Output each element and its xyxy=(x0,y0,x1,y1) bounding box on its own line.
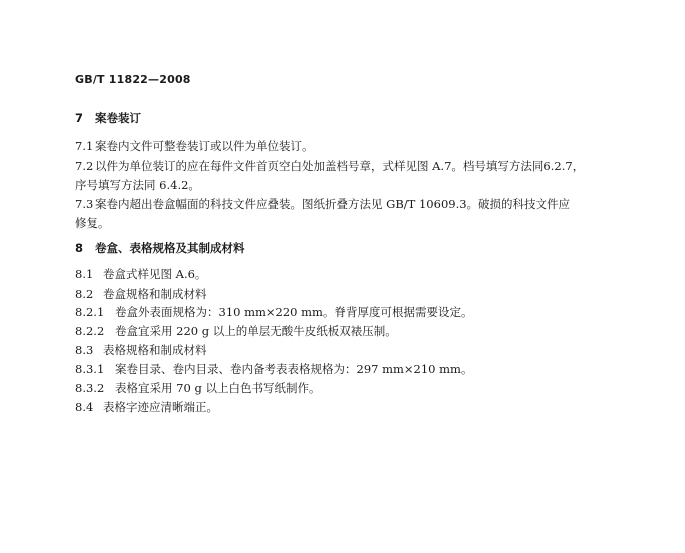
clause-number: 8.2 xyxy=(75,287,94,301)
clause-number: 8.3 xyxy=(75,343,94,357)
clause-number: 7.2 xyxy=(75,159,94,173)
clause-text: 案卷目录、卷内目录、卷内备考表表格规格为：297 mm×210 mm。 xyxy=(115,362,473,376)
clause-7-1 xyxy=(75,141,314,153)
clause-text: 表格规格和制成材料 xyxy=(103,343,207,357)
clause-text: 卷盒宜采用 220 g 以上的单层无酸牛皮纸板双裱压制。 xyxy=(115,324,397,338)
clause-8-3-2 xyxy=(75,383,320,395)
clause-text: 卷盒外表面规格为：310 mm×220 mm。脊背厚度可根据需要设定。 xyxy=(115,305,473,319)
clause-number: 8.2.2 xyxy=(75,324,105,338)
clause-number: 8.3.2 xyxy=(75,381,105,395)
section-number: 8 xyxy=(75,241,84,255)
clause-number: 8.3.1 xyxy=(75,362,105,376)
clause-text: 卷盒规格和制成材料 xyxy=(103,287,207,301)
clause-text: 卷盒式样见图 A.6。 xyxy=(103,267,207,281)
clause-8-2-2 xyxy=(75,326,397,338)
clause-text: 表格字迹应清晰端正。 xyxy=(103,400,218,414)
clause-text: 以件为单位装订的应在每件文件首页空白处加盖档号章，式样见图 A.7。档号填写方法同6.2.7， xyxy=(95,159,585,173)
clause-7-3-continuation: 修复。 xyxy=(75,216,110,230)
section-number: 7 xyxy=(75,111,84,125)
clause-8-2-1 xyxy=(75,307,472,319)
clause-number: 7.3 xyxy=(75,197,94,211)
clause-text: 案卷内文件可整卷装订或以件为单位装订。 xyxy=(95,139,314,153)
clause-number: 8.4 xyxy=(75,400,94,414)
clause-number: 8.2.1 xyxy=(75,305,105,319)
clause-7-3 xyxy=(75,199,570,211)
section-7-heading xyxy=(75,113,141,125)
standard-code: GB/T 11822—2008 xyxy=(75,73,191,86)
clause-8-2 xyxy=(75,289,207,301)
section-title: 卷盒、表格规格及其制成材料 xyxy=(95,241,245,255)
section-8-heading xyxy=(75,243,245,255)
clause-number: 7.1 xyxy=(75,139,94,153)
clause-text: 表格宜采用 70 g 以上白色书写纸制作。 xyxy=(115,381,321,395)
clause-8-1 xyxy=(75,269,206,281)
clause-7-2-continuation: 序号填写方法同 6.4.2。 xyxy=(75,178,200,192)
clause-8-3-1 xyxy=(75,364,472,376)
clause-number: 8.1 xyxy=(75,267,94,281)
clause-7-2 xyxy=(75,161,584,173)
clause-8-3 xyxy=(75,345,207,357)
section-title: 案卷装订 xyxy=(95,111,141,125)
clause-8-4 xyxy=(75,402,218,414)
clause-text: 案卷内超出卷盒幅面的科技文件应叠装。图纸折叠方法见 GB/T 10609.3。破损的科技文件应 xyxy=(95,197,571,211)
